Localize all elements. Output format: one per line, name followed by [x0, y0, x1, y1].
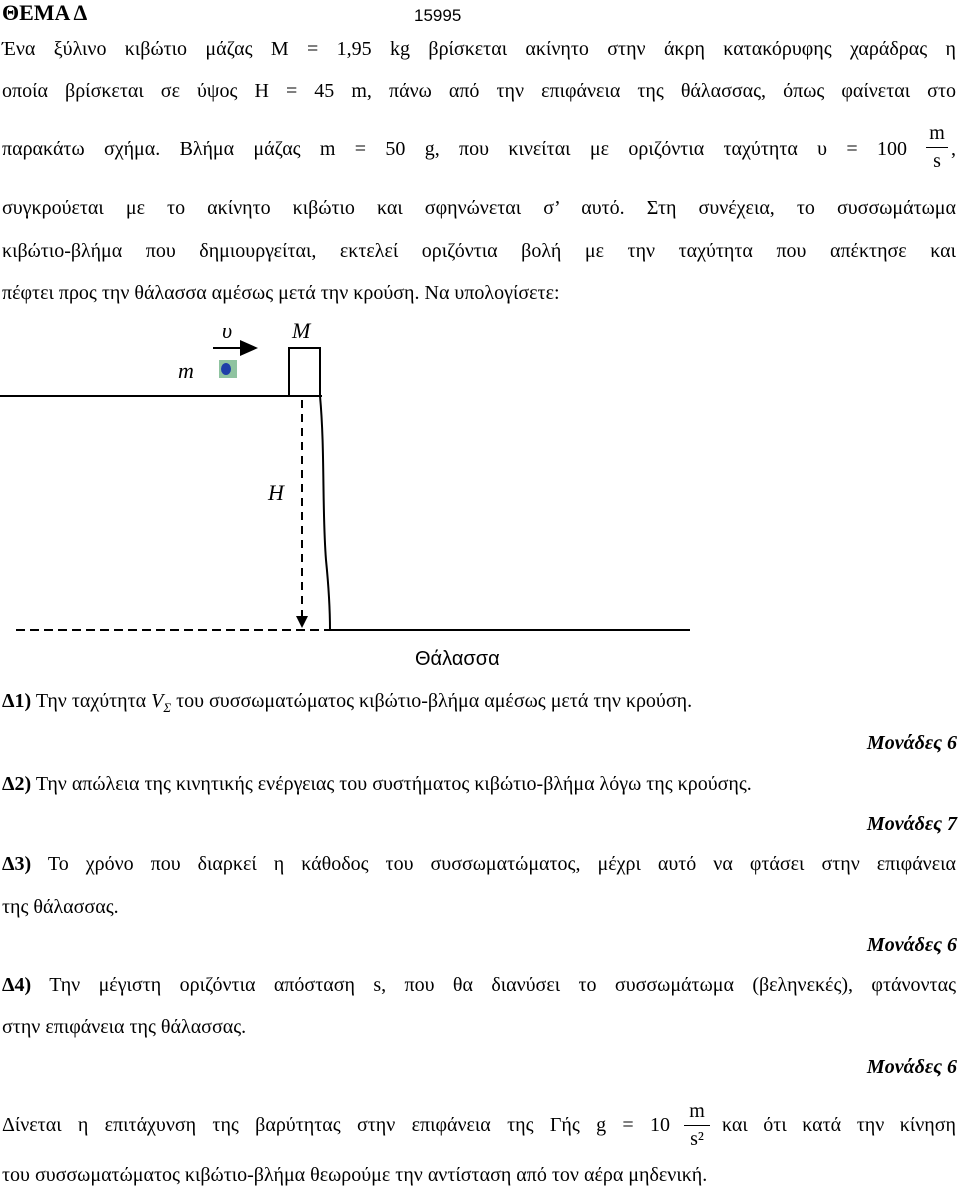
question-d2-text: Την απώλεια της κινητικής ενέργειας του συστήματος κιβώτιο-βλήμα λόγω της κρούσης. [31, 773, 752, 795]
label-sea: Θάλασσα [415, 648, 500, 670]
footer-line-1-b: και ότι κατά την κίνηση [722, 1114, 956, 1136]
question-d3-points: Μονάδες 6 [866, 934, 957, 956]
exam-section-title: ΘΕΜΑ Δ [2, 0, 88, 25]
question-d1-sub: Σ [163, 700, 172, 715]
label-velocity: υ [222, 318, 233, 343]
question-d1 [2, 690, 692, 716]
height-arrowhead [296, 616, 308, 628]
question-d3-number: Δ3) [2, 853, 32, 875]
problem-code: 15995 [414, 6, 462, 25]
question-d1-text-a: Την ταχύτητα [31, 690, 152, 712]
projectile-bullet [221, 363, 231, 375]
wooden-box [289, 348, 320, 396]
gravity-unit-numerator: m [689, 1100, 705, 1122]
question-d3-text-line2: της θάλασσας. [2, 896, 119, 918]
footer-line-1-a: Δίνεται η επιτάχυνση της βαρύτητας στην επιφάνεια της Γής g = 10 [2, 1114, 670, 1136]
question-d1-points: Μονάδες 6 [866, 732, 957, 754]
intro-line-3-comma: , [951, 138, 956, 160]
question-d1-text-b: του συσσωματώματος κιβώτιο-βλήμα αμέσως μετά την κρούση. [171, 690, 693, 712]
intro-line-6: πέφτει προς την θάλασσα αμέσως μετά την κρούση. Να υπολογίσετε: [2, 282, 560, 304]
question-d4-points: Μονάδες 6 [866, 1056, 957, 1078]
intro-line-1: Ένα ξύλινο κιβώτιο μάζας M = 1,95 kg βρίσκεται ακίνητο στην άκρη κατακόρυφης χαράδρας η [2, 38, 956, 60]
gravity-unit-fraction [684, 1100, 710, 1151]
question-d2-number: Δ2) [2, 773, 32, 795]
intro-line-4: συγκρούεται με το ακίνητο κιβώτιο και σφηνώνεται σ’ αυτό. Στη συνέχεια, το συσσωμάτωμα [2, 197, 956, 219]
question-d3 [2, 853, 956, 876]
velocity-unit-denominator: s [933, 150, 941, 172]
question-d2-points: Μονάδες 7 [866, 813, 957, 835]
fraction-bar [926, 147, 948, 148]
cliff-diagram [0, 310, 960, 680]
velocity-unit-numerator: m [929, 122, 945, 144]
cliff-face [320, 396, 330, 630]
question-d4-number: Δ4) [2, 974, 32, 996]
intro-line-3: παρακάτω σχήμα. Βλήμα μάζας m = 50 g, που κινείται με οριζόντια ταχύτητα υ = 100 [2, 138, 907, 160]
question-d4-text-line2: στην επιφάνεια της θάλασσας. [2, 1016, 247, 1038]
label-height: H [268, 480, 284, 505]
velocity-unit-fraction [926, 122, 948, 173]
intro-line-5: κιβώτιο-βλήμα που δημιουργείται, εκτελεί οριζόντια βολή με την ταχύτητα που απέκτησε και [2, 240, 956, 262]
question-d4 [2, 974, 956, 997]
question-d2 [2, 773, 752, 796]
label-mass-projectile: m [178, 358, 194, 383]
question-d4-text: Την μέγιστη οριζόντια απόσταση s, που θα διανύσει το συσσωμάτωμα (βεληνεκές), φτάνοντας [31, 974, 956, 996]
question-d3-text: Το χρόνο που διαρκεί η κάθοδος του συσσωματώματος, μέχρι αυτό να φτάσει στην επιφάνεια [31, 853, 956, 875]
question-d1-var: V [151, 690, 164, 712]
gravity-unit-denominator: s² [690, 1128, 704, 1150]
question-d1-number: Δ1) [2, 690, 32, 712]
label-mass-box: M [292, 318, 311, 343]
intro-line-2: οποία βρίσκεται σε ύψος H = 45 m, πάνω από την επιφάνεια της θάλασσας, όπως φαίνεται στο [2, 80, 956, 102]
gravity-fraction-bar [684, 1125, 710, 1126]
footer-line-2: του συσσωματώματος κιβώτιο-βλήμα θεωρούμε την αντίσταση από τον αέρα μηδενική. [2, 1164, 708, 1186]
